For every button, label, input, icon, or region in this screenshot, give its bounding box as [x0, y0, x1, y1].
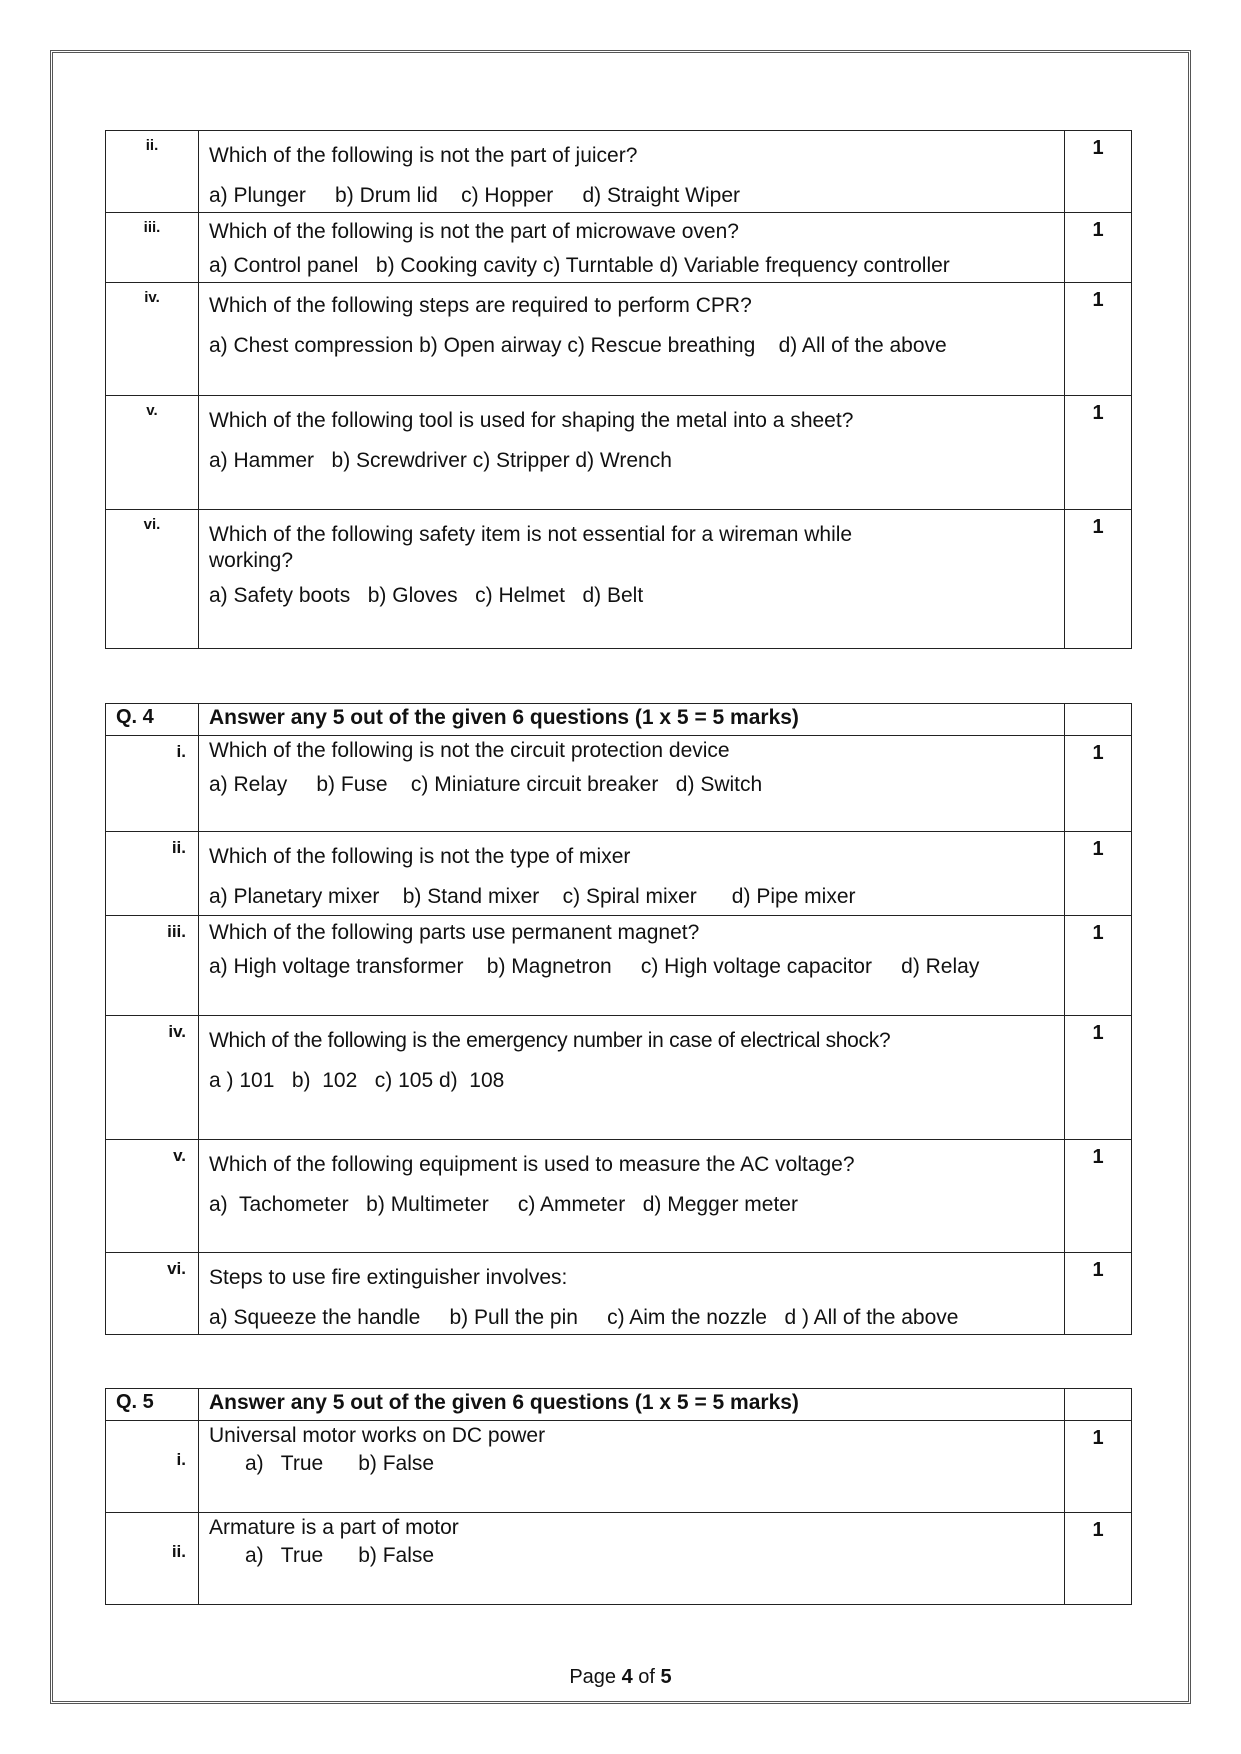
- question-text: Which of the following parts use permanent magnet?: [209, 921, 700, 944]
- question-cell: [199, 1016, 1065, 1140]
- question-options: a) Hammer b) Screwdriver c) Stripper d) Wrench: [209, 449, 672, 473]
- question-text: Armature is a part of motor: [209, 1516, 459, 1539]
- table-header-row: [106, 704, 1132, 736]
- table-header-row: [106, 1389, 1132, 1421]
- question-mark: 1: [1065, 736, 1132, 832]
- question-cell: [199, 832, 1065, 916]
- question-number: iii.: [106, 213, 199, 283]
- section-heading: Answer any 5 out of the given 6 questions (1 x 5 = 5 marks): [199, 1389, 1065, 1421]
- question-table-3: [105, 130, 1132, 649]
- question-cell: [199, 510, 1065, 649]
- table-row: [106, 213, 1132, 283]
- question-options: a) Plunger b) Drum lid c) Hopper d) Straight Wiper: [209, 184, 741, 208]
- footer-total-pages: 5: [660, 1666, 672, 1688]
- table-row: [106, 736, 1132, 832]
- question-mark: 1: [1065, 1016, 1132, 1140]
- question-text: Which of the following is the emergency number in case of electrical shock?: [209, 1029, 891, 1052]
- question-cell: [199, 1513, 1065, 1605]
- question-mark: 1: [1065, 1140, 1132, 1253]
- page-footer: [0, 1666, 1241, 1689]
- question-text: Which of the following tool is used for shaping the metal into a sheet?: [209, 409, 854, 432]
- question-table-4: [105, 703, 1132, 1335]
- question-cell: [199, 396, 1065, 510]
- table-row: [106, 283, 1132, 396]
- question-mark: 1: [1065, 213, 1132, 283]
- question-mark: 1: [1065, 916, 1132, 1016]
- question-options: a) True b) False: [245, 1544, 435, 1568]
- question-number: ii.: [106, 832, 199, 916]
- header-mark-cell: [1065, 1389, 1132, 1421]
- table-row: [106, 1513, 1132, 1605]
- footer-current-page: 4: [621, 1666, 633, 1688]
- footer-prefix: Page: [569, 1666, 622, 1688]
- question-text: Which of the following is not the part of microwave oven?: [209, 220, 739, 243]
- question-cell: [199, 283, 1065, 396]
- question-mark: 1: [1065, 396, 1132, 510]
- table-row: [106, 1140, 1132, 1253]
- question-number: ii.: [106, 131, 199, 213]
- question-cell: [199, 916, 1065, 1016]
- question-text: Which of the following safety item is not essential for a wireman while working?: [209, 523, 853, 573]
- question-mark: 1: [1065, 510, 1132, 649]
- question-options: a) High voltage transformer b) Magnetron c) High voltage capacitor d) Relay: [209, 955, 980, 979]
- question-text: Which of the following is not the type of mixer: [209, 845, 631, 868]
- question-text: Which of the following is not the circuit protection device: [209, 739, 730, 762]
- question-cell: [199, 213, 1065, 283]
- question-options: a) Safety boots b) Gloves c) Helmet d) Belt: [209, 583, 644, 607]
- table-row: [106, 131, 1132, 213]
- table-row: [106, 832, 1132, 916]
- section-label: Q. 5: [106, 1389, 199, 1421]
- question-text: Which of the following steps are required to perform CPR?: [209, 294, 752, 317]
- section-label: Q. 4: [106, 704, 199, 736]
- table-row: [106, 1421, 1132, 1513]
- question-text: Steps to use fire extinguisher involves:: [209, 1266, 568, 1289]
- question-mark: 1: [1065, 1253, 1132, 1335]
- question-options: a ) 101 b) 102 c) 105 d) 108: [209, 1069, 505, 1093]
- question-options: a) Control panel b) Cooking cavity c) Turntable d) Variable frequency controller: [209, 254, 950, 278]
- question-number: vi.: [106, 510, 199, 649]
- question-text: Which of the following equipment is used to measure the AC voltage?: [209, 1153, 855, 1176]
- table-row: [106, 396, 1132, 510]
- question-number: iv.: [106, 283, 199, 396]
- question-cell: [199, 1140, 1065, 1253]
- question-text: Universal motor works on DC power: [209, 1424, 546, 1447]
- header-mark-cell: [1065, 704, 1132, 736]
- question-number: v.: [106, 1140, 199, 1253]
- footer-middle: of: [632, 1666, 661, 1688]
- question-number: i.: [106, 736, 199, 832]
- table-row: [106, 510, 1132, 649]
- question-mark: 1: [1065, 1421, 1132, 1513]
- question-mark: 1: [1065, 283, 1132, 396]
- question-cell: [199, 1253, 1065, 1335]
- question-number: iv.: [106, 1016, 199, 1140]
- question-mark: 1: [1065, 131, 1132, 213]
- question-number: iii.: [106, 916, 199, 1016]
- question-table-5: [105, 1388, 1132, 1605]
- table-row: [106, 1016, 1132, 1140]
- table-row: [106, 1253, 1132, 1335]
- section-heading: Answer any 5 out of the given 6 questions (1 x 5 = 5 marks): [199, 704, 1065, 736]
- question-number: v.: [106, 396, 199, 510]
- question-mark: 1: [1065, 1513, 1132, 1605]
- question-cell: [199, 736, 1065, 832]
- question-options: a) Chest compression b) Open airway c) Rescue breathing d) All of the above: [209, 334, 947, 358]
- question-options: a) Planetary mixer b) Stand mixer c) Spiral mixer d) Pipe mixer: [209, 885, 856, 909]
- question-number: vi.: [106, 1253, 199, 1335]
- question-cell: [199, 1421, 1065, 1513]
- question-cell: [199, 131, 1065, 213]
- question-options: a) True b) False: [245, 1452, 435, 1476]
- question-text: Which of the following is not the part of juicer?: [209, 144, 638, 167]
- question-options: a) Tachometer b) Multimeter c) Ammeter d) Megger meter: [209, 1193, 798, 1217]
- question-options: a) Squeeze the handle b) Pull the pin c) Aim the nozzle d ) All of the above: [209, 1306, 959, 1330]
- table-row: [106, 916, 1132, 1016]
- question-mark: 1: [1065, 832, 1132, 916]
- question-options: a) Relay b) Fuse c) Miniature circuit breaker d) Switch: [209, 773, 763, 797]
- question-number: ii.: [106, 1513, 199, 1605]
- question-number: i.: [106, 1421, 199, 1513]
